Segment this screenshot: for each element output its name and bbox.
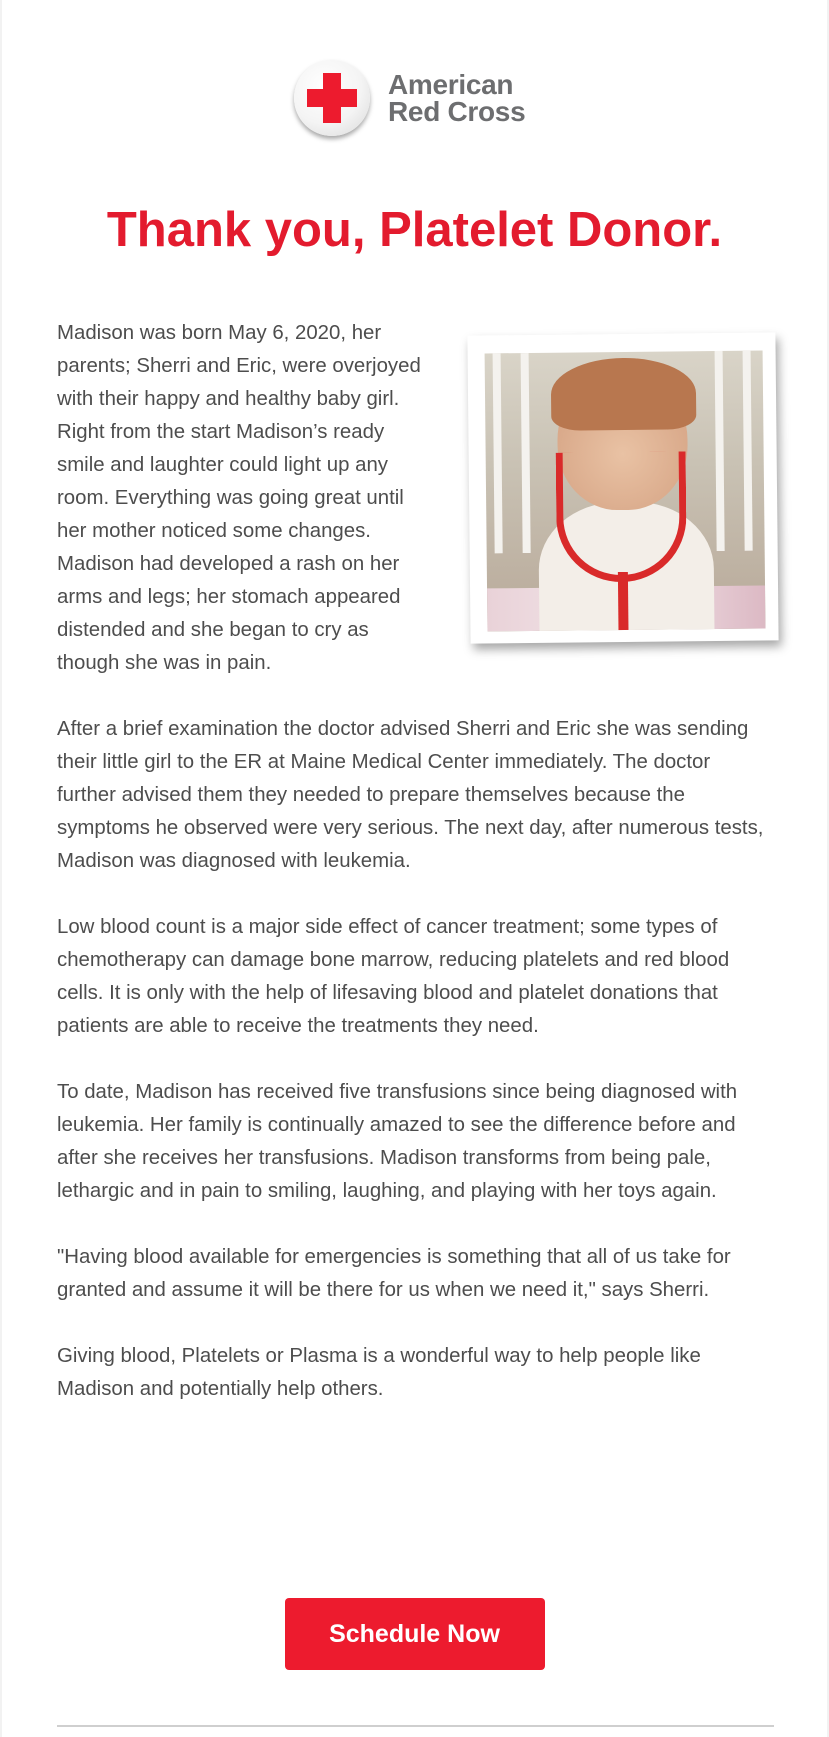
- logo-wordmark: [388, 71, 525, 125]
- email-body: [2, 0, 827, 1737]
- closing-paragraph: Giving blood, Platelets or Plasma is a wonderful way to help people like Madison and potentially help others.: [57, 1345, 701, 1400]
- story-paragraph-1: Madison was born May 6, 2020, her parents; Sherri and Eric, were overjoyed with their happy and healthy baby girl. Right from the start Madison’s ready smile and laughter could light up any room. Everything was going great until her mother noticed some changes. Madison had developed a rash on her arms and legs; her stomach appeared distended and she began to cry as though she was in pain.: [57, 322, 421, 674]
- logo-line-2: Red Cross: [388, 96, 526, 127]
- logo-line-1: American: [388, 69, 514, 100]
- baby-with-stethoscope-image: [485, 351, 766, 632]
- footer-divider: [57, 1725, 774, 1727]
- red-cross-icon: [294, 60, 370, 136]
- cta-container: [2, 1598, 827, 1670]
- story-paragraph-3: Low blood count is a major side effect of cancer treatment; some types of chemotherapy can damage bone marrow, reducing platelets and red blood cells. It is only with the help of lifesaving blood and platelet donations that patients are able to receive the treatments they need.: [57, 916, 730, 1037]
- schedule-now-button[interactable]: Schedule Now: [285, 1598, 545, 1670]
- quote-paragraph: "Having blood available for emergencies is something that all of us take for granted and assume it will be there for us when we need it," says Sherri.: [57, 1246, 731, 1301]
- story-paragraph-4: To date, Madison has received five transfusions since being diagnosed with leukemia. Her family is continually amazed to see the difference before and after she receives her transfusions. Madison transforms from being pale, lethargic and in pain to smiling, laughing, and playing with her toys again.: [57, 1081, 738, 1202]
- madison-photo: [469, 334, 774, 652]
- headline: Thank you, Platelet Donor.: [106, 203, 723, 257]
- story-paragraph-2: After a brief examination the doctor advised Sherri and Eric she was sending their little girl to the ER at Maine Medical Center immediately. The doctor further advised them they needed to prepare themselves because the symptoms he observed were very serious. The next day, after numerous tests, Madison was diagnosed with leukemia.: [57, 718, 764, 872]
- polaroid-frame: [467, 332, 778, 643]
- american-red-cross-logo[interactable]: [294, 60, 525, 136]
- story-content: [57, 317, 774, 1439]
